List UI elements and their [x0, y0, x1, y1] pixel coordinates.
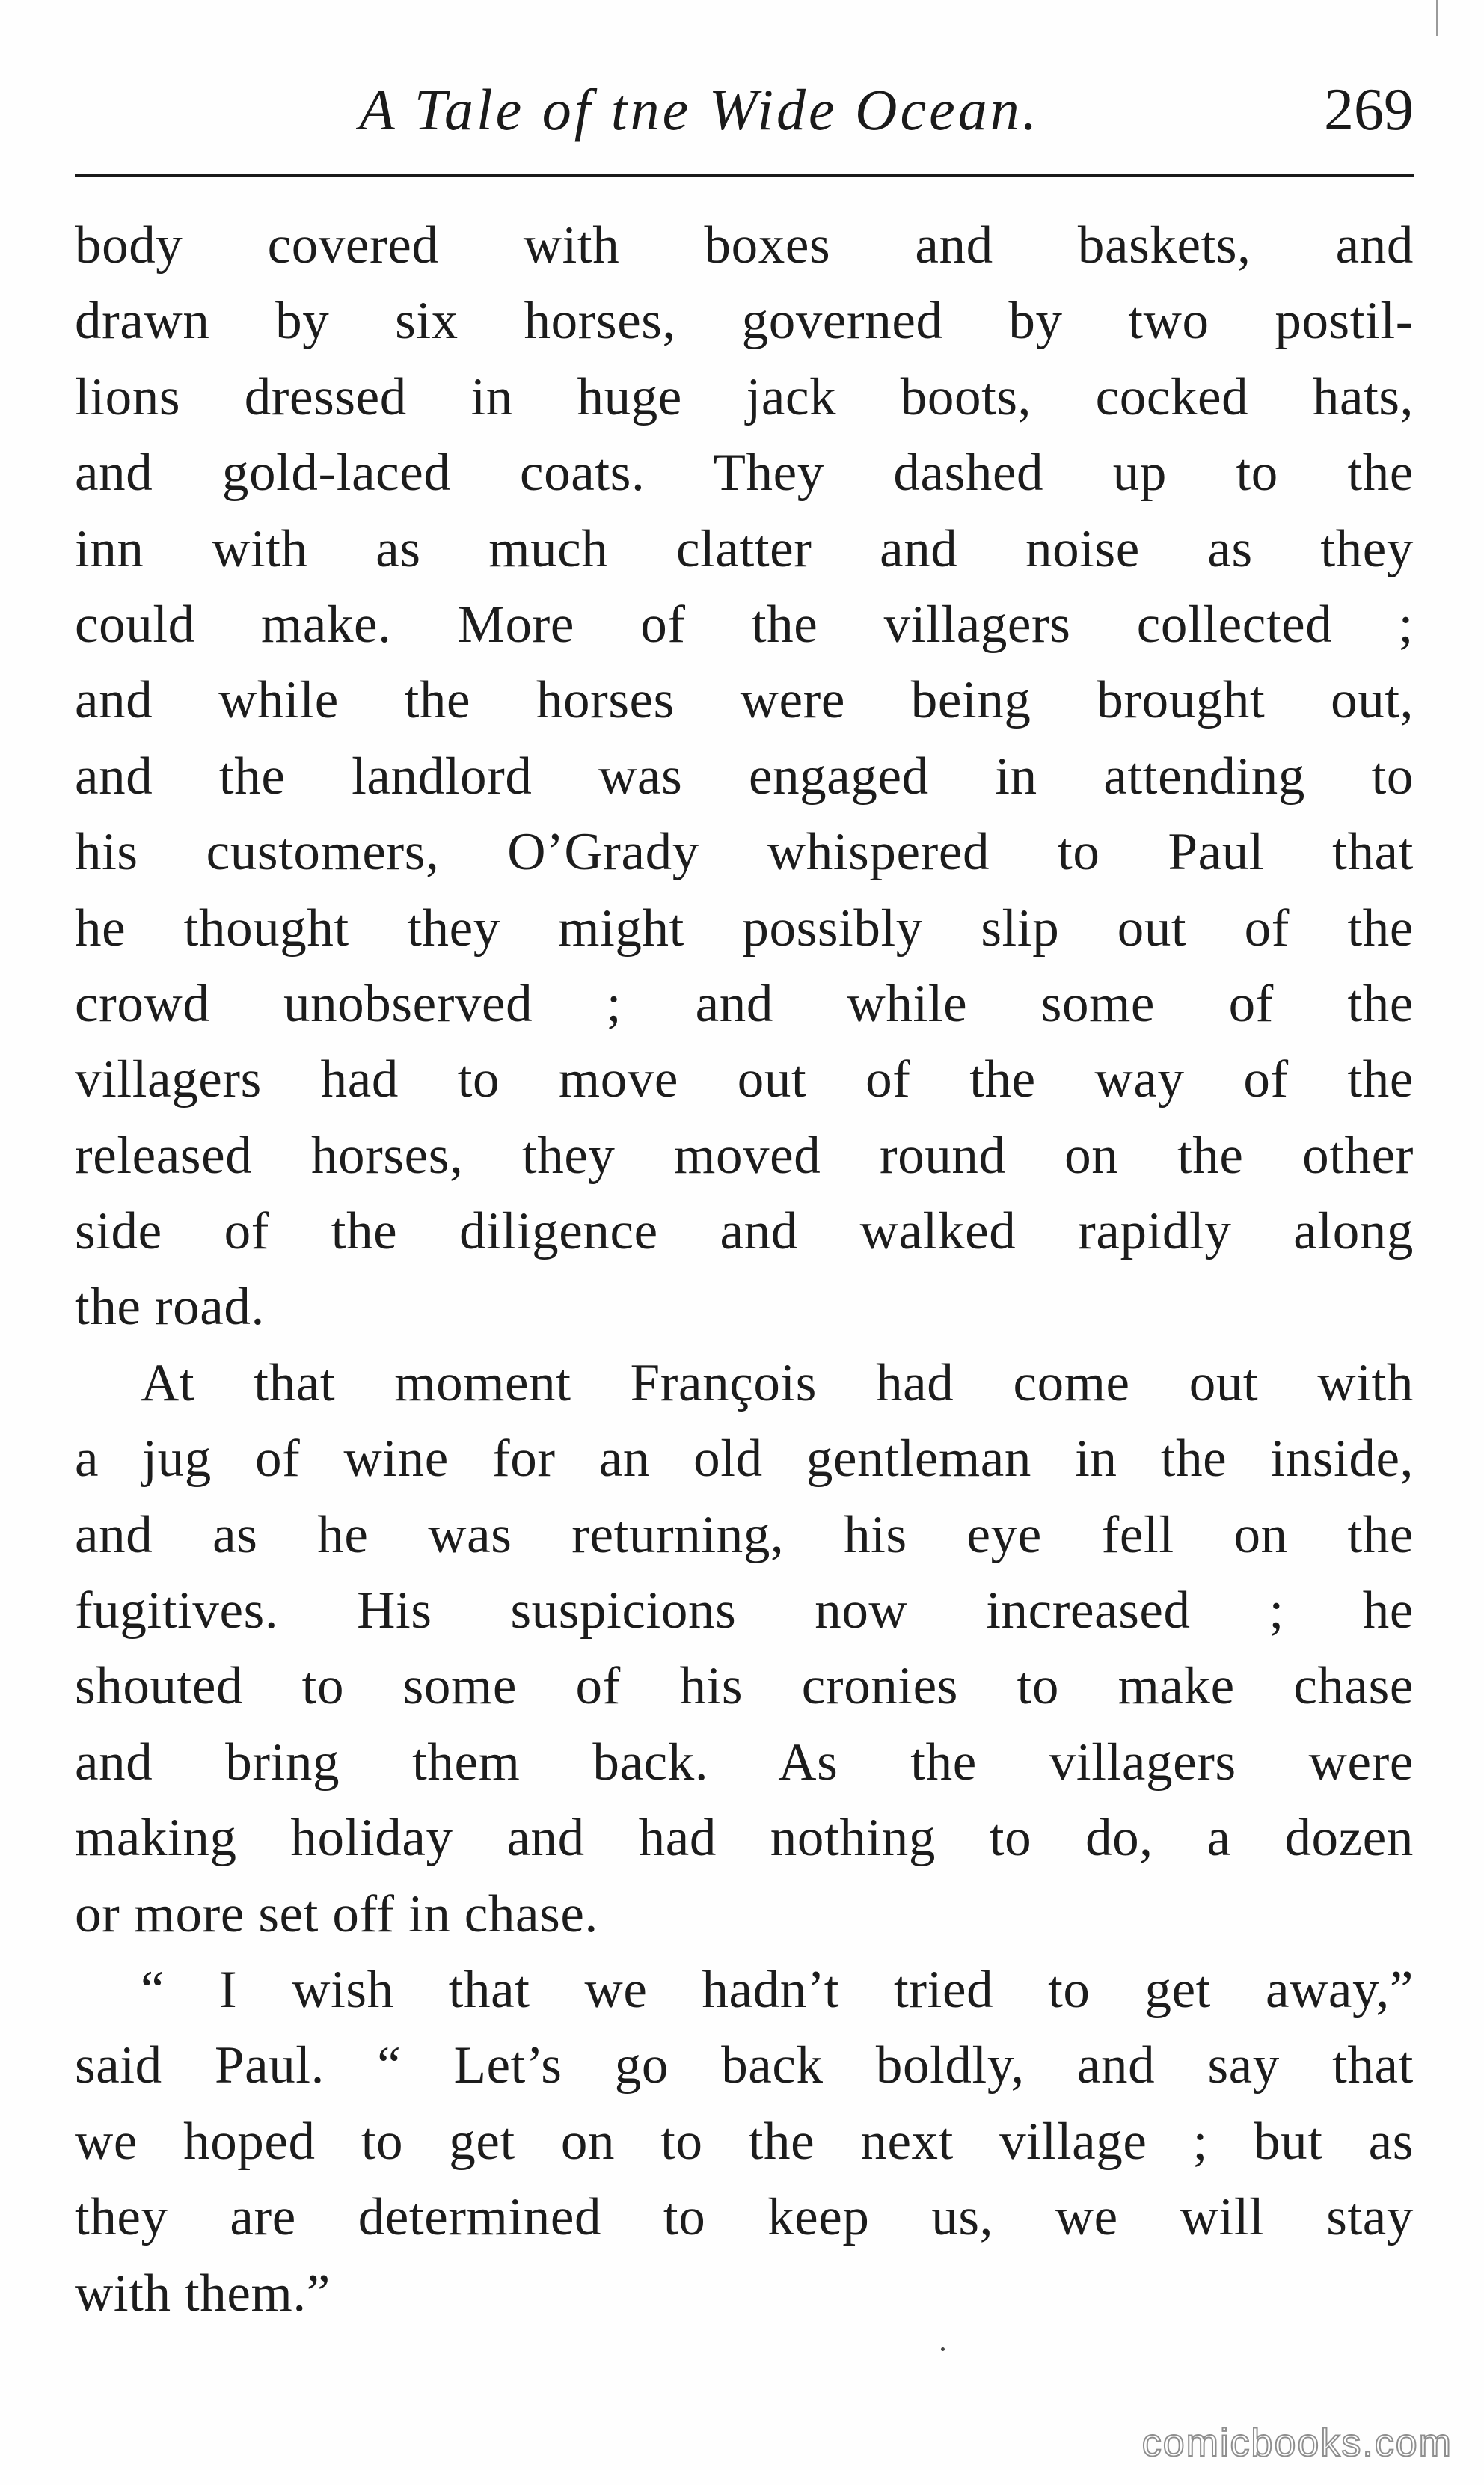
text-line: said Paul. “ Let’s go back boldly, and say that [75, 2036, 1414, 2095]
text-line: crowd unobserved ; and while some of the [75, 974, 1414, 1033]
text-line: a jug of wine for an old gentleman in the inside, [75, 1430, 1414, 1489]
text-line: with them.” [75, 2264, 331, 2323]
text-line: or more set off in chase. [75, 1884, 598, 1943]
text-line: side of the diligence and walked rapidly along [75, 1202, 1414, 1261]
text-line: inn with as much clatter and noise as they [75, 519, 1414, 578]
text-line: At that moment François had come out with [141, 1353, 1414, 1412]
scan-edge-mark [1436, 0, 1438, 36]
watermark: comicbooks.com [1141, 2421, 1453, 2465]
header-rule [75, 174, 1414, 177]
text-line: released horses, they moved round on the other [75, 1126, 1414, 1185]
text-line: lions dressed in huge jack boots, cocked hats, [75, 367, 1414, 426]
text-line: and while the horses were being brought out, [75, 671, 1414, 730]
text-line: the road. [75, 1278, 265, 1337]
page-number: 269 [1324, 77, 1414, 143]
text-line: we hoped to get on to the next village ; but as [75, 2112, 1414, 2171]
ink-speck [941, 2347, 945, 2351]
text-line: fugitives. His suspicions now increased ; he [75, 1581, 1414, 1640]
text-line: and the landlord was engaged in attending to [75, 747, 1414, 806]
running-head-title: A Tale of tne Wide Ocean. [359, 77, 1040, 142]
text-line: shouted to some of his cronies to make chase [75, 1657, 1414, 1716]
text-line: they are determined to keep us, we will stay [75, 2188, 1414, 2247]
running-head [75, 69, 1414, 151]
text-line: could make. More of the villagers collected ; [75, 595, 1414, 654]
text-line: drawn by six horses, governed by two postil- [75, 292, 1414, 351]
text-line: he thought they might possibly slip out of the [75, 898, 1414, 957]
text-line: his customers, O’Grady whispered to Paul that [75, 823, 1414, 882]
text-line: making holiday and had nothing to do, a dozen [75, 1809, 1414, 1868]
text-line: and bring them back. As the villagers were [75, 1732, 1414, 1792]
text-line: and gold-laced coats. They dashed up to the [75, 444, 1414, 503]
text-line: and as he was returning, his eye fell on the [75, 1505, 1414, 1564]
body-text [75, 208, 1414, 2332]
text-line: body covered with boxes and baskets, and [75, 216, 1414, 275]
text-line: “ I wish that we hadn’t tried to get away,” [141, 1960, 1414, 2019]
text-line: villagers had to move out of the way of the [75, 1050, 1414, 1109]
